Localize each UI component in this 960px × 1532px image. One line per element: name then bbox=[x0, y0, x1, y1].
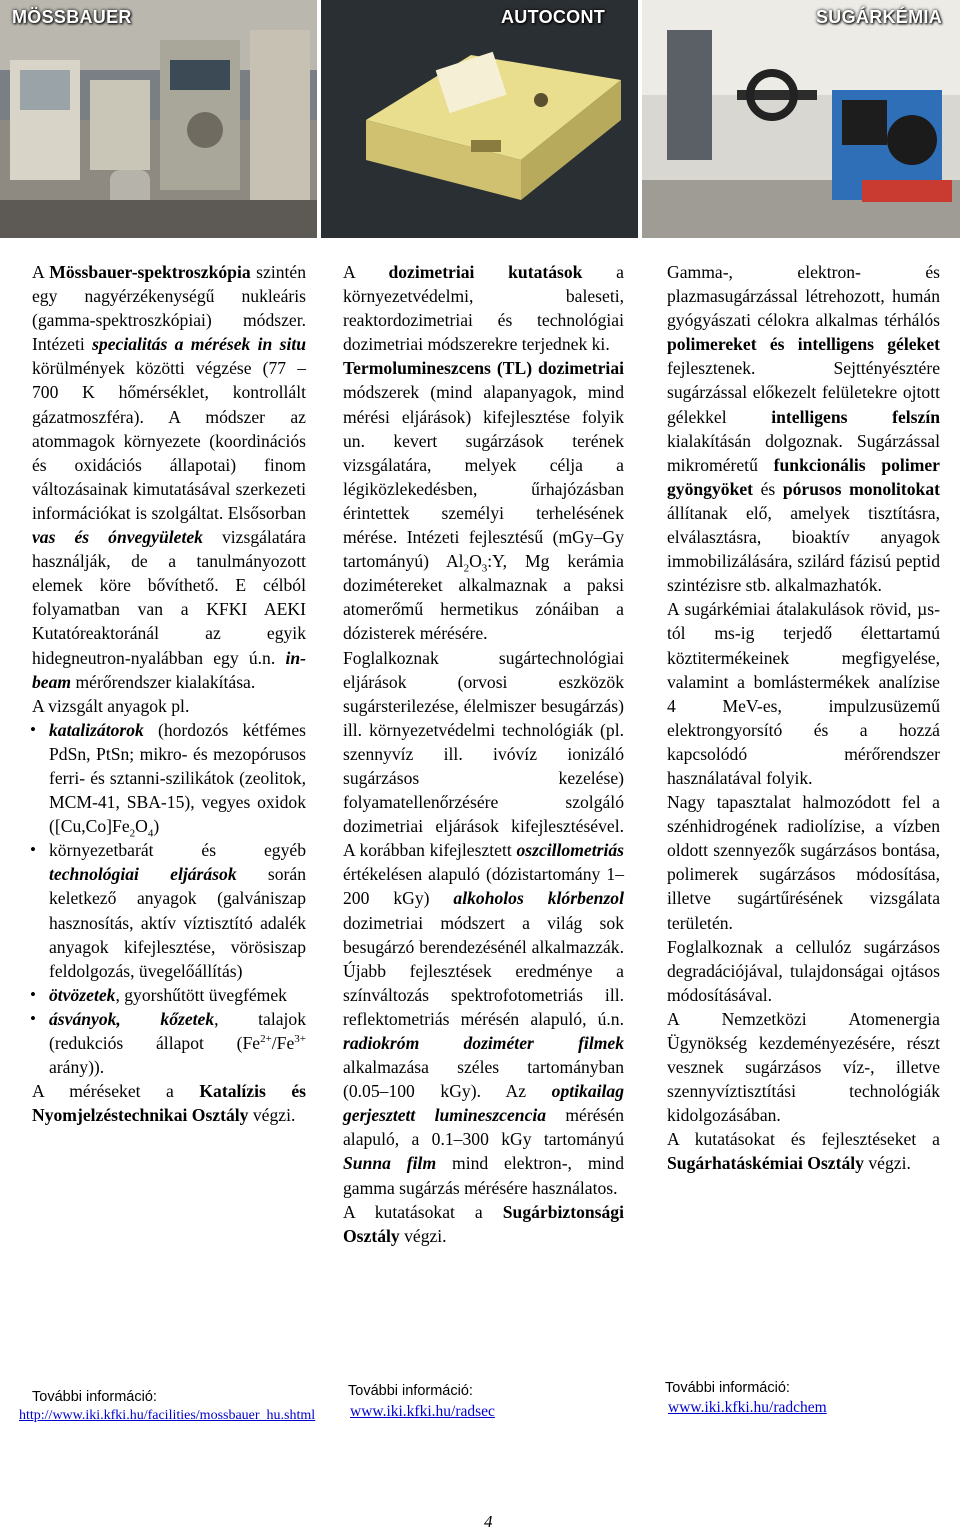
mossbauer-link[interactable]: http://www.iki.kfki.hu/facilities/mossbauer_hu.shtml bbox=[19, 1408, 316, 1423]
mossbauer-intro-paragraph: A Mössbauer-spektroszkópia szintén egy nagyérzékenységű nukleáris (gamma-spektroszkópiai) módszer. Intézeti specialitás a mérések in situ körülmények közötti végzése (77 – 700 K hőmérséklet, kontrollált gázatmoszféra). A módszer az atommagok környezete (koordinációs és oxidációs állapotai) finom változásainak kimutatásával szerkezeti információkat is szolgáltat. Elsősorban vas és ónvegyületek vizsgálatára használják, de a tanulmányozott elemek köre bővíthető. E célból folyamatban van a KFKI AEKI Kutatóreaktoránál az egyik hidegneutron-nyalábban egy ú.n. in-beam mérőrendszer kialakítása. bbox=[32, 262, 307, 692]
radsec-link[interactable]: www.iki.kfki.hu/radsec bbox=[350, 1403, 495, 1420]
banner-label-mossbauer: MÖSSBAUER bbox=[12, 7, 132, 27]
banner-label-autocont: AUTOCONT bbox=[501, 7, 606, 27]
cellulose-paragraph: Foglalkoznak a cellulóz sugárzásos degradációjával, tulajdonságai ojtásos módosításával. bbox=[667, 936, 940, 1005]
more-info-label-3: További információ: bbox=[665, 1380, 790, 1396]
mossbauer-lab-photo bbox=[0, 0, 317, 238]
photo-banner bbox=[0, 0, 960, 238]
radchem-department: A kutatásokat és fejlesztéseket a Sugárhatáskémiai Osztály végzi. bbox=[667, 1129, 940, 1174]
polymer-paragraph: Gamma-, elektron- és plazmasugárzással létrehozott, humán gyógyászati célokra alkalmas térhálós polimereket és intelligens géleket fejlesztenek. Sejttényésztére sugárzással előkezelt felületekre ojtott gélekkel intelligens felszín kialakításán dolgoznak. Sugárzással mikroméretű funkcionális polimer gyöngyöket és pórusos monolitokat állítanak elő, amelyek tisztításra, elválasztásra, bioaktív anyagok immobilizálására, szilárd fázisú peptid szintézisre stb. alkalmazhatók. bbox=[667, 262, 940, 596]
radiolysis-paragraph: Nagy tapasztalat halmozódott fel a szénhidrogének radiolízise, a vízben oldott szennyezők sugárzásos bontása, polimerek sugárzásos módosítása, illetve sugártűrésének vizsgálata területén. bbox=[667, 792, 940, 933]
transient-species-paragraph: A sugárkémiai átalakulások rövid, µs-tól ms-ig terjedő élettartamú köztitermékeinek megfigyelése, valamint a bomlástermékek analízise 4 MeV-es, impulzusüzemű elektrongyorsító és a hozzá kapcsolódó mérőrendszer használatával folyik. bbox=[667, 599, 940, 788]
materials-intro: A vizsgált anyagok pl. bbox=[32, 695, 190, 716]
list-item: • katalizátorok (hordozós kétfémes PdSn, PtSn; mikro- és mezopórusos ferri- és sztanni-szilikátok (zeolitok, MCM-41, SBA-15), vegyes oxidok $([Cu,Co]Fe_2O_4)$ bbox=[32, 718, 306, 838]
iaea-paragraph: A Nemzetközi Atomenergia Ügynökség kezdeményezésére, részt vesznek sugárzásos víz-, illetve szennyvíztisztítási technológiák kidolgozásában. bbox=[667, 1008, 940, 1126]
banner-label-sugarkemia: SUGÁRKÉMIA bbox=[816, 7, 943, 27]
tl-dosimetry-paragraph: Termolumineszcens (TL) dozimetriai módszerek (mind alapanyagok, mind mérési eljárások) kifejlesztése folyik un. kevert sugárzások terének vizsgálatára, melyek célja a légiközlekedésben, űrhajózásban érintettek személyi terhelésének mérése. Intézeti fejlesztésű (mGy–Gy tartományú) $Al_2O_3:Y$, Mg kerámia dozimétereket alkalmaznak a paksi atomerőmű hermetikus zónáiban a dózisterek mérésére. bbox=[343, 358, 624, 644]
list-item: • környezetbarát és egyéb technológiai eljárások során keletkező anyagok (galvániszap hasznosítás, aktív víztisztító adalék anyagok kifejlesztése, vörösiszap feldolgozás, üvegelőállítás) bbox=[32, 838, 306, 983]
radiation-technology-paragraph: Foglalkoznak sugártechnológiai eljárások (orvosi eszközök sugársterilezése, élelmiszer besugárzás) ill. környezetvédelmi technológiák (pl. szennyvíz ill. ivóvíz ionizáló sugárzásos kezelése) folyamatellenőrzésére szolgáló dozimetriai eljárások kifejlesztésével. A korábban kifejlesztett oszcillometriás értékelésen alapuló (dózistartomány 1–200 kGy) alkoholos klórbenzol dozimetriai módszert a világ sok besugárzó berendezésénél alkalmazzák. Újabb fejlesztések eredménye a színváltozás spektrofotometriás ill. reflektometriás mérésén alapuló, ú.n. radiokróm doziméter filmek alkalmazása széles tartományban (0.05–100 kGy). Az optikailag gerjesztett lumineszcencia mérésén alapuló, a 0.1–300 kGy tartományú Sunna film mind elektron-, mind gamma sugárzás mérésére használatos. bbox=[343, 647, 625, 1198]
list-item: • ásványok, kőzetek, talajok (redukciós állapot ($Fe^{2+}/Fe^{3+}$ arány)). bbox=[32, 1007, 306, 1079]
dosimetry-department: A kutatásokat a Sugárbiztonsági Osztály végzi. bbox=[343, 1201, 624, 1246]
mossbauer-department: A méréseket a Katalízis és Nyomjelzéstechnikai Osztály végzi. bbox=[32, 1081, 306, 1126]
more-info-label-2: További információ: bbox=[348, 1383, 473, 1399]
column-mossbauer bbox=[32, 260, 306, 1127]
column-radiation-chemistry bbox=[667, 260, 940, 1176]
column-dosimetry bbox=[343, 260, 624, 1248]
page-number: 4 bbox=[484, 1512, 493, 1531]
dosimetry-intro-paragraph: A dozimetriai kutatások a környezetvédelmi, baleseti, reaktordozimetriai és technológiai dozimetriai módszerekre terjednek ki. bbox=[343, 262, 624, 355]
materials-list bbox=[32, 718, 306, 1079]
dosimeter-photo bbox=[321, 0, 638, 238]
radchem-link[interactable]: www.iki.kfki.hu/radchem bbox=[668, 1399, 827, 1416]
more-info-label-1: További információ: bbox=[32, 1389, 157, 1405]
radiation-chemistry-photo bbox=[642, 0, 960, 238]
list-item: • ötvözetek, gyorshűtött üvegfémek bbox=[32, 983, 306, 1007]
